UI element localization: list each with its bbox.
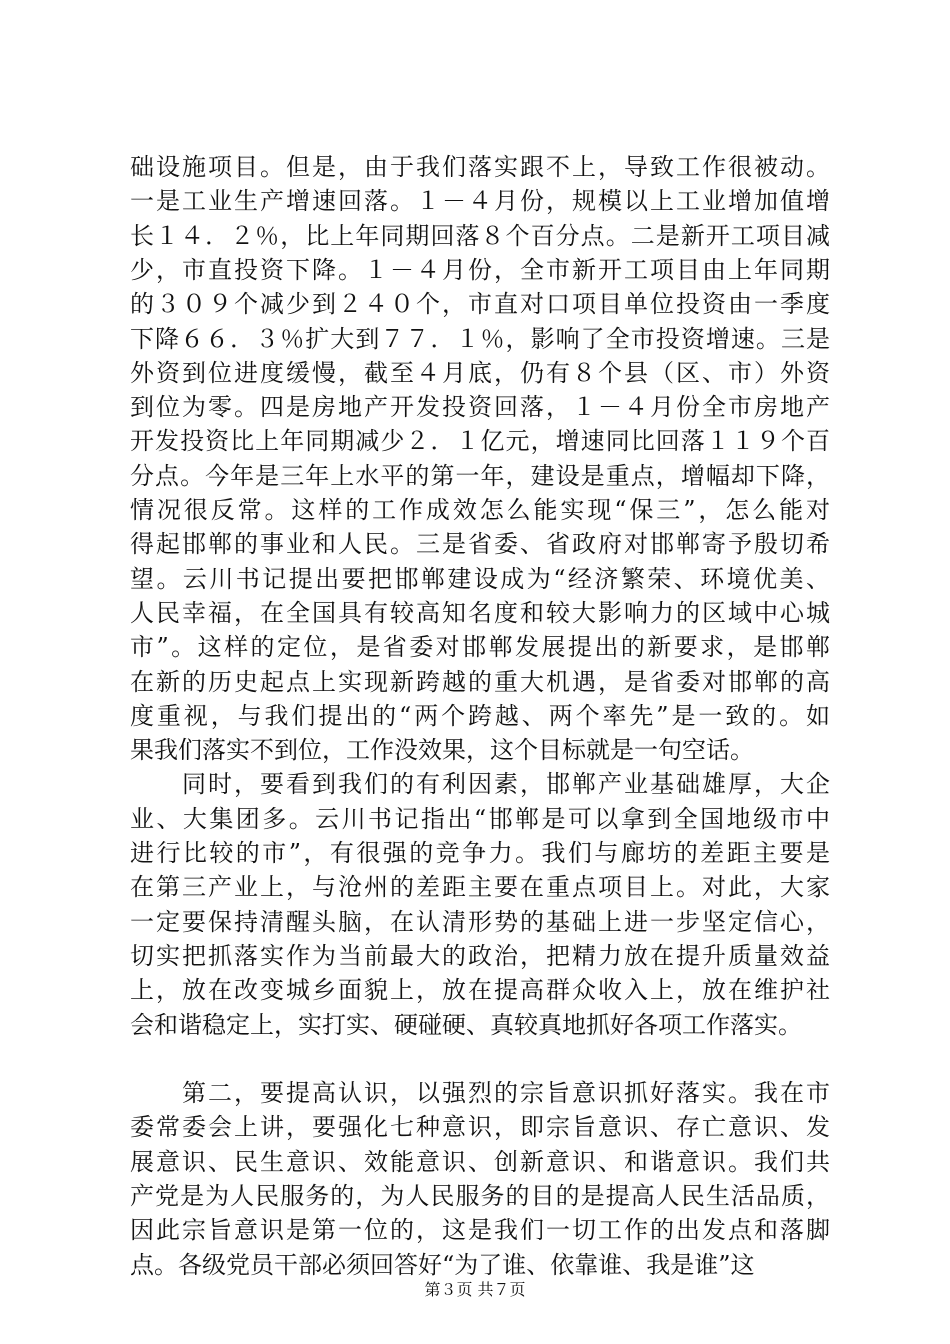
text-line: 础设施项目。但是，由于我们落实跟不上，导致工作很被动。 [130,153,830,181]
text-line: 切实把抓落实作为当前最大的政治，把精力放在提升质量效益 [130,941,830,970]
text-line: 长１４．２％，比上年同期回落８个百分点。二是新开工项目减 [130,221,830,250]
text-line: 得起邯郸的事业和人民。三是省委、省政府对邯郸寄予殷切希 [130,530,830,559]
text-line: 人民幸福，在全国具有较高知名度和较大影响力的区域中心城 [130,598,830,627]
text-line: 度重视，与我们提出的“两个跨越、两个率先”是一致的。如 [130,701,830,730]
text-line: 上，放在改变城乡面貌上，放在提高群众收入上，放在维护社 [130,976,830,1005]
text-line: 进行比较的市”，有很强的竞争力。我们与廊坊的差距主要是 [130,839,830,867]
text-line: 产党是为人民服务的，为人民服务的目的是提高人民生活品质， [130,1182,830,1210]
text-line: 展意识、民生意识、效能意识、创新意识、和谐意识。我们共 [130,1147,830,1176]
text-line: 望。云川书记提出要把邯郸建设成为“经济繁荣、环境优美、 [130,564,830,593]
text-line: 业、大集团多。云川书记指出“邯郸是可以拿到全国地级市中 [130,804,830,833]
text-line: 因此宗旨意识是第一位的，这是我们一切工作的出发点和落脚 [130,1216,830,1245]
text-line: 下降６６．３％扩大到７７．１％，影响了全市投资增速。三是 [130,324,830,353]
text-line: 委常委会上讲，要强化七种意识，即宗旨意识、存亡意识、发 [130,1113,830,1142]
text-line: 外资到位进度缓慢，截至４月底，仍有８个县（区、市）外资 [130,358,830,387]
text-line: 开发投资比上年同期减少２．１亿元，增速同比回落１１９个百 [130,427,830,456]
text-line: 在新的历史起点上实现新跨越的重大机遇，是省委对邯郸的高 [130,667,830,696]
text-line: 市”。这样的定位，是省委对邯郸发展提出的新要求，是邯郸 [130,633,830,662]
text-line: 分点。今年是三年上水平的第一年，建设是重点，增幅却下降， [130,461,830,490]
text-line: 会和谐稳定上，实打实、硬碰硬、真较真地抓好各项工作落实。 [130,1010,802,1039]
text-line: 到位为零。四是房地产开发投资回落，１－４月份全市房地产 [130,393,830,422]
text-line: 的３０９个减少到２４０个，市直对口项目单位投资由一季度 [130,290,830,319]
text-line: 果我们落实不到位，工作没效果，这个目标就是一句空话。 [130,736,754,765]
text-line: 一定要保持清醒头脑，在认清形势的基础上进一步坚定信心， [130,907,830,936]
text-line: 情况很反常。这样的工作成效怎么能实现“保三”，怎么能对 [130,496,830,524]
text-line: 点。各级党员干部必须回答好“为了谁、依靠谁、我是谁”这 [130,1250,755,1279]
text-line: 一是工业生产增速回落。１－４月份，规模以上工业增加值增 [130,187,830,216]
text-line: 同时，要看到我们的有利因素，邯郸产业基础雄厚，大企 [130,770,830,799]
text-line: 第二，要提高认识，以强烈的宗旨意识抓好落实。我在市 [130,1079,830,1108]
text-line: 少，市直投资下降。１－４月份，全市新开工项目由上年同期 [130,255,830,284]
text-line: 在第三产业上，与沧州的差距主要在重点项目上。对此，大家 [130,873,830,902]
page-footer: 第３页 共７页 [424,1280,526,1299]
